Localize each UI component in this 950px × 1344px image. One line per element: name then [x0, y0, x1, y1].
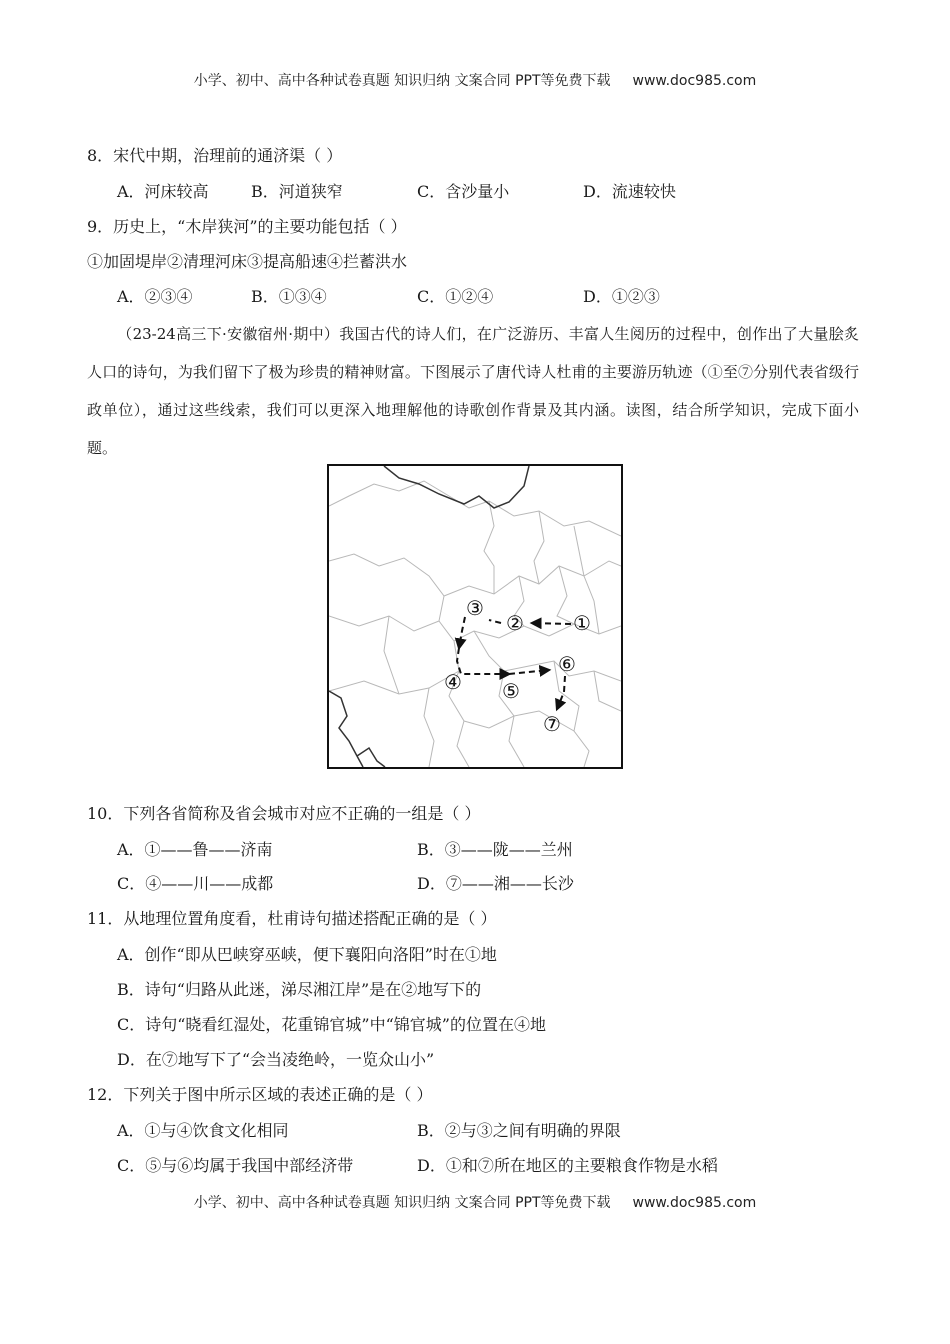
page-footer — [0, 1192, 950, 1212]
q10-option-c: C．④——川——成都 — [117, 874, 274, 893]
map-label-4: ④ — [444, 670, 462, 694]
q9-option-c: C．①②④ — [417, 287, 494, 306]
q11-option-c: C．诗句“晓看红湿处，花重锦官城”中“锦官城”的位置在④地 — [117, 1015, 546, 1034]
route-map — [327, 464, 623, 769]
q11-option-b: B．诗句“归路从此迷，涕尽湘江岸”是在②地写下的 — [117, 980, 482, 999]
q11-option-d: D．在⑦地写下了“会当凌绝岭，一览众山小” — [117, 1050, 435, 1069]
q8-option-d: D．流速较快 — [583, 182, 676, 201]
map-label-6: ⑥ — [558, 652, 576, 676]
q10-option-a: A．①——鲁——济南 — [117, 840, 273, 859]
footer-text: 小学、初中、高中各种试卷真题 知识归纳 文案合同 PPT等免费下载 — [193, 1195, 611, 1211]
passage-text: （23-24高三下·安徽宿州·期中）我国古代的诗人们，在广泛游历、丰富人生阅历的过程中，创作出了大量脍炙人口的诗句，为我们留下了极为珍贵的精神财富。下图展示了唐代诗人杜甫的主要游历轨迹（①至⑦分别代表省级行政单位），通过这些线索，我们可以更深入地理解他的诗歌创作背景及其内涵。读图，结合所学知识，完成下面小题。 — [87, 325, 859, 457]
q10-option-d: D．⑦——湘——长沙 — [417, 874, 574, 893]
passage — [87, 315, 859, 467]
q10-stem: 10．下列各省简称及省会城市对应不正确的一组是（ ） — [87, 804, 481, 823]
q9-option-a: A．②③④ — [117, 287, 193, 306]
footer-site: www.doc985.com — [632, 1195, 757, 1211]
q8-option-c: C．含沙量小 — [417, 182, 510, 201]
q9-items: ①加固堤岸②清理河床③提高船速④拦蓄洪水 — [87, 252, 408, 271]
q11-option-a: A．创作“即从巴峡穿巫峡，便下襄阳向洛阳”时在①地 — [117, 945, 497, 964]
q10-option-b: B．③——陇——兰州 — [417, 840, 573, 859]
map-label-2: ② — [506, 611, 524, 635]
map-label-3: ③ — [466, 596, 484, 620]
map-label-7: ⑦ — [543, 712, 561, 736]
q9-stem: 9．历史上，“木岸狭河”的主要功能包括（ ） — [87, 217, 407, 236]
page-header — [0, 70, 950, 90]
header-site: www.doc985.com — [632, 73, 757, 89]
route-map-svg — [329, 466, 621, 767]
q12-option-b: B．②与③之间有明确的界限 — [417, 1121, 621, 1140]
q12-option-a: A．①与④饮食文化相同 — [117, 1121, 289, 1140]
map-label-1: ① — [573, 611, 591, 635]
q8-option-b: B．河道狭窄 — [251, 182, 343, 201]
header-text: 小学、初中、高中各种试卷真题 知识归纳 文案合同 PPT等免费下载 — [193, 73, 611, 89]
q9-option-d: D．①②③ — [583, 287, 660, 306]
q12-option-c: C．⑤与⑥均属于我国中部经济带 — [117, 1156, 354, 1175]
q8-option-a: A．河床较高 — [117, 182, 209, 201]
national-border — [329, 466, 529, 767]
q9-option-b: B．①③④ — [251, 287, 327, 306]
q12-option-d: D．①和⑦所在地区的主要粮食作物是水稻 — [417, 1156, 718, 1175]
map-label-5: ⑤ — [502, 679, 520, 703]
q12-stem: 12．下列关于图中所示区域的表述正确的是（ ） — [87, 1085, 433, 1104]
q8-stem: 8．宋代中期，治理前的通济渠（ ） — [87, 146, 343, 165]
q11-stem: 11．从地理位置角度看，杜甫诗句描述搭配正确的是（ ） — [87, 909, 497, 928]
